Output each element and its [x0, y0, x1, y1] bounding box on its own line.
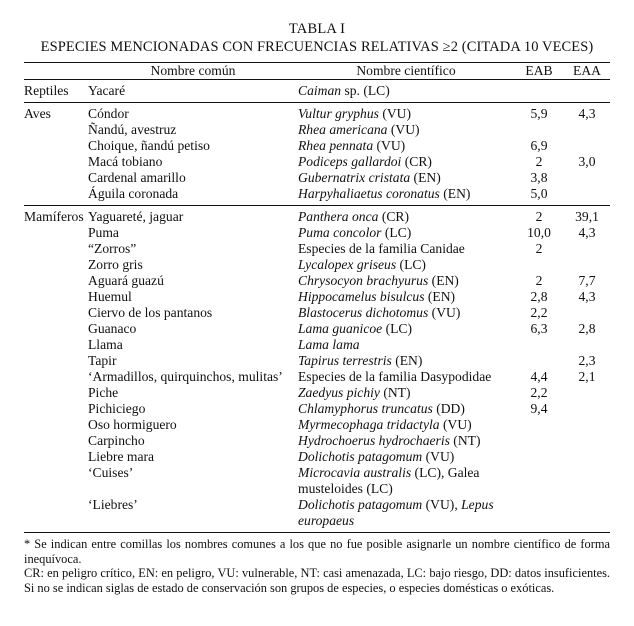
eaa-value-cell	[564, 433, 610, 449]
scientific-name-cell	[298, 305, 514, 321]
common-name-cell: Puma	[88, 225, 119, 240]
scientific-name-italic: Lama lama	[298, 337, 360, 352]
eaa-value-cell	[564, 257, 610, 273]
common-name-cell: Zorro gris	[88, 257, 143, 272]
scientific-name-roman: (EN)	[424, 289, 456, 304]
common-name-cell: Yacaré	[88, 80, 298, 103]
scientific-name-cell	[298, 401, 514, 417]
scientific-name-cell	[298, 385, 514, 401]
table-row	[24, 465, 610, 497]
table-rule-bottom	[24, 533, 610, 534]
scientific-name-roman: (LC)	[396, 257, 426, 272]
rule-cell	[24, 533, 610, 534]
scientific-name-cell	[298, 103, 514, 123]
table-row	[24, 369, 610, 385]
eaa-value-cell	[564, 170, 610, 186]
eaa-value-cell	[564, 241, 610, 257]
scientific-name-roman: (EN)	[439, 186, 471, 201]
common-name-cell: Yaguareté, jaguar	[88, 209, 184, 224]
table-row	[24, 273, 610, 289]
scientific-name-roman: (EN)	[391, 353, 423, 368]
eaa-value-cell	[564, 186, 610, 206]
common-name-cell: Pichiciego	[88, 401, 146, 416]
eaa-value-cell: 4,3	[578, 289, 596, 304]
eab-value-cell	[514, 337, 564, 353]
eab-value-cell: 2,2	[530, 305, 548, 320]
table-row	[24, 103, 610, 123]
table-row	[24, 154, 610, 170]
common-name-cell: Choique, ñandú petiso	[88, 138, 210, 153]
scientific-name-roman: (VU),	[422, 497, 462, 512]
common-name-cell: Llama	[88, 337, 123, 352]
table-row	[24, 289, 610, 305]
column-header-group	[24, 63, 88, 80]
common-name-cell: ‘Cuises’	[88, 465, 134, 480]
scientific-name-cell	[298, 289, 514, 305]
eab-value-cell: 6,9	[530, 138, 548, 153]
table-row	[24, 305, 610, 321]
scientific-name-roman: (VU)	[439, 417, 472, 432]
scientific-name-roman: (VU)	[387, 122, 420, 137]
scientific-name-roman: (DD)	[432, 401, 465, 416]
eaa-value-cell	[564, 122, 610, 138]
table-row	[24, 206, 610, 226]
eab-value-cell	[514, 122, 564, 138]
table-row	[24, 257, 610, 273]
eab-value-cell: 3,8	[530, 170, 548, 185]
table-row	[24, 138, 610, 154]
scientific-name-roman: (CR)	[401, 154, 432, 169]
eab-value-cell: 10,0	[527, 225, 551, 240]
scientific-name-italic: Chlamyphorus truncatus	[298, 401, 433, 416]
eaa-value-cell: 4,3	[578, 225, 596, 240]
footnote-status-codes: CR: en peligro crítico, EN: en peligro, VU: vulnerable, NT: casi amenazada, LC: bajo riesgo, DD: datos insuficientes. Si no se indican siglas de estado de conservación son grupos de especies, o especies domésticas o exóticas.	[24, 566, 610, 595]
common-name-cell: Cóndor	[88, 106, 129, 121]
scientific-name-roman: (NT)	[449, 433, 481, 448]
scientific-name-roman: (NT)	[379, 385, 411, 400]
scientific-name-italic: Dolichotis patagomum	[298, 449, 423, 464]
table-row	[24, 449, 610, 465]
scientific-name-italic: Caiman	[298, 83, 342, 98]
eaa-value-cell: 3,0	[578, 154, 596, 169]
eaa-value-cell	[564, 337, 610, 353]
eab-value-cell: 5,9	[530, 106, 548, 121]
eaa-value-cell: 7,7	[578, 273, 596, 288]
scientific-name-cell	[298, 225, 514, 241]
table-header-row	[24, 63, 610, 80]
common-name-cell: Ciervo de los pantanos	[88, 305, 213, 320]
scientific-name-roman: (VU)	[422, 449, 455, 464]
eab-value-cell	[514, 80, 564, 103]
scientific-name-italic: Harpyhaliaetus coronatus	[298, 186, 440, 201]
eab-value-cell: 6,3	[530, 321, 548, 336]
eab-value-cell	[514, 417, 564, 433]
table-row	[24, 353, 610, 369]
eab-value-cell	[514, 497, 564, 533]
table-row	[24, 385, 610, 401]
scientific-name-cell	[298, 257, 514, 273]
scientific-name-italic: Chrysocyon brachyurus	[298, 273, 429, 288]
table-row	[24, 497, 610, 533]
eaa-value-cell	[564, 465, 610, 497]
scientific-name-cell	[298, 497, 514, 533]
eab-value-cell: 4,4	[530, 369, 548, 384]
eaa-value-cell	[564, 385, 610, 401]
table-caption: ESPECIES MENCIONADAS CON FRECUENCIAS RELATIVAS ≥2 (CITADA 10 VECES)	[40, 39, 594, 55]
scientific-name-roman: (CR)	[378, 209, 410, 224]
column-header-eab: EAB	[514, 63, 564, 80]
table-number: TABLA I	[288, 21, 346, 37]
eaa-value-cell	[564, 80, 610, 103]
table-row	[24, 417, 610, 433]
column-header-eaa: EAA	[564, 63, 610, 80]
eab-value-cell	[514, 465, 564, 497]
eaa-value-cell: 4,3	[578, 106, 596, 121]
eab-value-cell: 5,0	[514, 186, 564, 206]
table-row	[24, 225, 610, 241]
taxon-group-label: Mamíferos	[24, 209, 84, 224]
common-name-cell: ‘Liebres’	[88, 497, 138, 512]
scientific-name-italic: Hippocamelus bisulcus	[298, 289, 425, 304]
eaa-value-cell: 2,8	[578, 321, 596, 336]
table-title-block	[0, 0, 634, 57]
scientific-name-roman: (LC)	[381, 225, 412, 240]
scientific-name-cell	[298, 122, 514, 138]
scientific-name-roman: (EN)	[410, 170, 441, 185]
eab-value-cell: 2	[535, 154, 543, 169]
common-name-cell: Tapir	[88, 353, 117, 368]
species-table	[24, 62, 610, 533]
table-row	[24, 80, 610, 103]
scientific-name-roman: (VU)	[428, 305, 461, 320]
eaa-value-cell	[564, 401, 610, 417]
scientific-name-cell	[298, 417, 514, 433]
scientific-name-cell	[298, 353, 514, 369]
table-row	[24, 241, 610, 257]
common-name-cell: ‘Armadillos, quirquinchos, mulitas’	[88, 369, 283, 384]
scientific-name-roman: (LC)	[382, 321, 413, 336]
species-table-body	[24, 63, 610, 534]
common-name-cell: Guanaco	[88, 321, 137, 336]
column-header-scientific-name: Nombre científico	[298, 63, 514, 80]
eab-value-cell: 9,4	[530, 401, 548, 416]
scientific-name-italic: Lycalopex griseus	[298, 257, 397, 272]
eab-value-cell: 2	[535, 209, 543, 224]
scientific-name-roman: sp. (LC)	[341, 83, 390, 98]
eaa-value-cell	[564, 138, 610, 154]
scientific-name-italic: Panthera onca	[298, 209, 379, 224]
common-name-cell: Huemul	[88, 289, 132, 304]
species-table-wrapper	[24, 62, 610, 533]
scientific-name-italic: Blastocerus dichotomus	[298, 305, 429, 320]
scientific-name-italic: Microcavia australis	[298, 465, 412, 480]
scientific-name-cell	[298, 154, 514, 170]
eab-value-cell: 2	[535, 241, 543, 256]
footnotes-block	[24, 537, 610, 595]
scientific-name-italic: Zaedyus pichiy	[298, 385, 380, 400]
common-name-cell: Oso hormiguero	[88, 417, 177, 432]
common-name-cell: Piche	[88, 385, 119, 400]
common-name-cell: Carpincho	[88, 433, 145, 448]
eab-value-cell	[514, 353, 564, 369]
eab-value-cell	[514, 433, 564, 449]
table-row	[24, 122, 610, 138]
eaa-value-cell	[564, 449, 610, 465]
eab-value-cell: 2,8	[530, 289, 548, 304]
taxon-group-label: Aves	[24, 103, 88, 206]
eab-value-cell: 2,2	[530, 385, 548, 400]
common-name-cell: Aguará guazú	[88, 273, 164, 288]
scientific-name-cell	[298, 170, 514, 186]
table-row	[24, 433, 610, 449]
eaa-value-cell	[564, 417, 610, 433]
scientific-name-roman: (LC), Galea musteloides (LC)	[298, 465, 480, 496]
eaa-value-cell: 2,3	[578, 353, 596, 368]
scientific-name-cell	[298, 206, 514, 226]
eaa-value-cell: 2,1	[578, 369, 596, 384]
scientific-name-roman: (EN)	[428, 273, 459, 288]
table-row	[24, 401, 610, 417]
scientific-name-italic: Tapirus terrestris	[298, 353, 392, 368]
eab-value-cell	[514, 449, 564, 465]
table-row	[24, 186, 610, 206]
scientific-name-cell	[298, 465, 514, 497]
common-name-cell: Cardenal amarillo	[88, 170, 186, 185]
table-row	[24, 337, 610, 353]
scientific-name-roman: (VU)	[378, 106, 412, 121]
common-name-cell: Liebre mara	[88, 449, 155, 464]
scientific-name-cell	[298, 321, 514, 337]
scientific-name-cell	[298, 273, 514, 289]
scientific-name-italic-secondary: Lepus europaeus	[298, 497, 494, 528]
eaa-value-cell	[564, 497, 610, 533]
scientific-name-italic: Rhea americana	[298, 122, 388, 137]
scientific-name-cell	[298, 433, 514, 449]
scientific-name-roman: (VU)	[373, 138, 406, 153]
footnote-quotes: * Se indican entre comillas los nombres comunes a los que no fue posible asignarle un nombre científico de forma inequívoca.	[24, 537, 610, 566]
scientific-name-cell	[298, 138, 514, 154]
scientific-name-cell	[298, 80, 514, 103]
scientific-name-italic: Gubernatrix cristata	[298, 170, 411, 185]
scientific-name-italic: Lama guanicoe	[298, 321, 383, 336]
eaa-value-cell: 39,1	[575, 209, 599, 224]
scientific-name-italic: Podiceps gallardoi	[298, 154, 402, 169]
scientific-name-italic: Hydrochoerus hydrochaeris	[298, 433, 450, 448]
column-header-common-name: Nombre común	[88, 63, 298, 80]
scientific-name-cell	[298, 369, 514, 385]
eab-value-cell: 2	[535, 273, 543, 288]
table-row	[24, 170, 610, 186]
scientific-name-italic: Vultur gryphus	[298, 106, 379, 121]
table-row	[24, 321, 610, 337]
common-name-cell: “Zorros”	[88, 241, 137, 256]
common-name-cell: Macá tobiano	[88, 154, 163, 169]
scientific-name-italic: Puma concolor	[298, 225, 382, 240]
scientific-name-cell	[298, 337, 514, 353]
scientific-name-cell	[298, 241, 514, 257]
eab-value-cell	[514, 257, 564, 273]
scientific-name-italic: Myrmecophaga tridactyla	[298, 417, 440, 432]
scientific-name-cell	[298, 449, 514, 465]
eaa-value-cell	[564, 305, 610, 321]
taxon-group-label: Reptiles	[24, 80, 88, 103]
common-name-cell: Ñandú, avestruz	[88, 122, 177, 137]
scientific-name-italic: Rhea pennata	[298, 138, 374, 153]
scientific-name-italic: Dolichotis patagomum	[298, 497, 423, 512]
common-name-cell: Águila coronada	[88, 186, 298, 206]
scientific-name-roman: Especies de la familia Dasypodidae	[298, 369, 492, 384]
scientific-name-roman: Especies de la familia Canidae	[298, 241, 465, 256]
scientific-name-cell	[298, 186, 514, 206]
